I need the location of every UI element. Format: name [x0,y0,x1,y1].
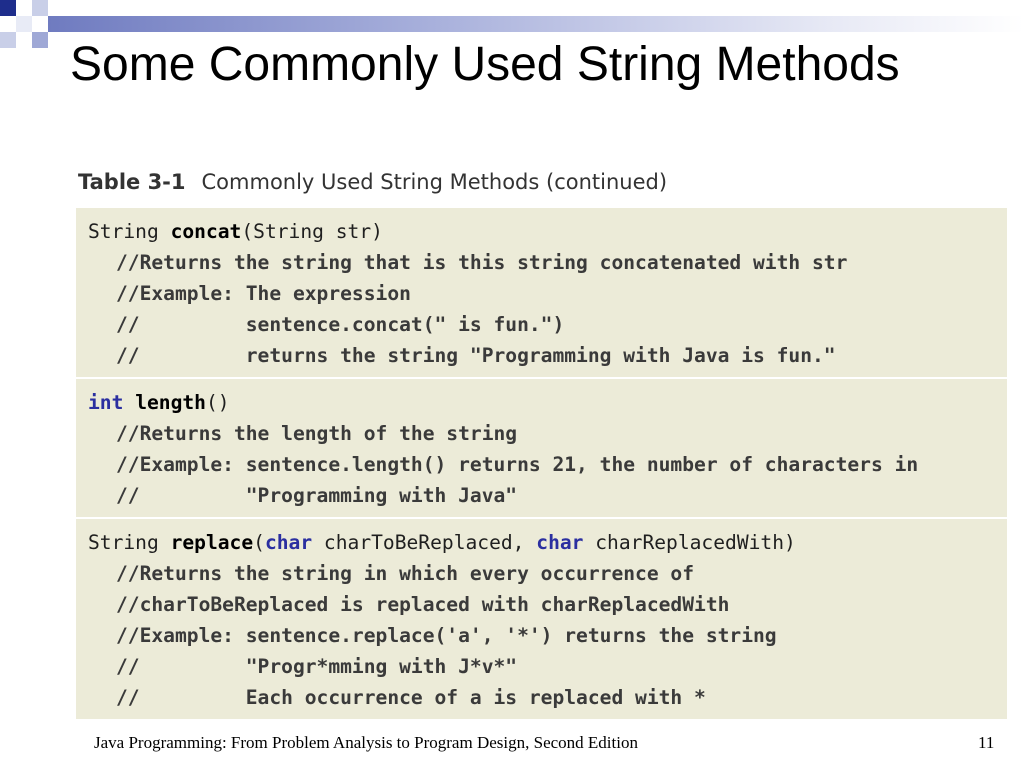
comment-line: // returns the string "Programming with Java is fun." [116,344,836,367]
comment-line: //Returns the string that is this string concatenated with str [116,251,848,274]
corner-square-mid [32,32,48,48]
method-name: replace [170,531,254,554]
table-label: Table 3-1 [78,170,186,194]
comment-line: // sentence.concat(" is fun.") [116,313,565,336]
slide-title: Some Commonly Used String Methods [70,38,900,91]
comment-line: // "Programming with Java" [116,484,518,507]
param-name: charToBeReplaced, [312,531,537,554]
comment-line: // "Progr*mming with J*v*" [116,655,518,678]
return-type: int [88,391,124,414]
method-name: concat [170,220,242,243]
comment-line: //Example: sentence.replace('a', '*') returns the string [116,624,777,647]
comment-line: // Each occurrence of a is replaced with * [116,686,706,709]
method-signature [88,387,997,418]
corner-square-light [0,32,16,48]
corner-square-dark [0,0,16,16]
return-type: String [88,220,159,243]
comment-line: //Returns the length of the string [116,422,518,445]
param-type: char [536,531,584,554]
slide-footer: Java Programming: From Problem Analysis to Program Design, Second Edition [94,733,638,752]
paren-open: ( [253,531,265,554]
method-name: length [135,391,206,414]
comment-line: //Example: The expression [116,282,411,305]
method-signature [88,527,997,558]
corner-square-light [32,0,48,16]
methods-table [76,208,1007,719]
return-type: String [88,531,159,554]
table-caption-text: Commonly Used String Methods (continued) [201,170,668,194]
method-row-length [76,377,1007,517]
method-signature [88,216,997,247]
page-number: 11 [978,733,995,752]
comment-line: //Example: sentence.length() returns 21, the number of characters in [116,453,919,476]
corner-square-pale [16,16,32,32]
method-params: () [205,391,230,414]
method-row-concat [76,208,1007,377]
header-gradient-bar [48,16,1024,32]
comment-line: //Returns the string in which every occurrence of [116,562,695,585]
param-type: char [264,531,313,554]
table-caption [78,170,667,194]
param-name: charReplacedWith) [583,531,796,554]
method-params: (String str) [241,220,383,243]
comment-line: //charToBeReplaced is replaced with charReplacedWith [116,593,730,616]
method-row-replace [76,517,1007,719]
